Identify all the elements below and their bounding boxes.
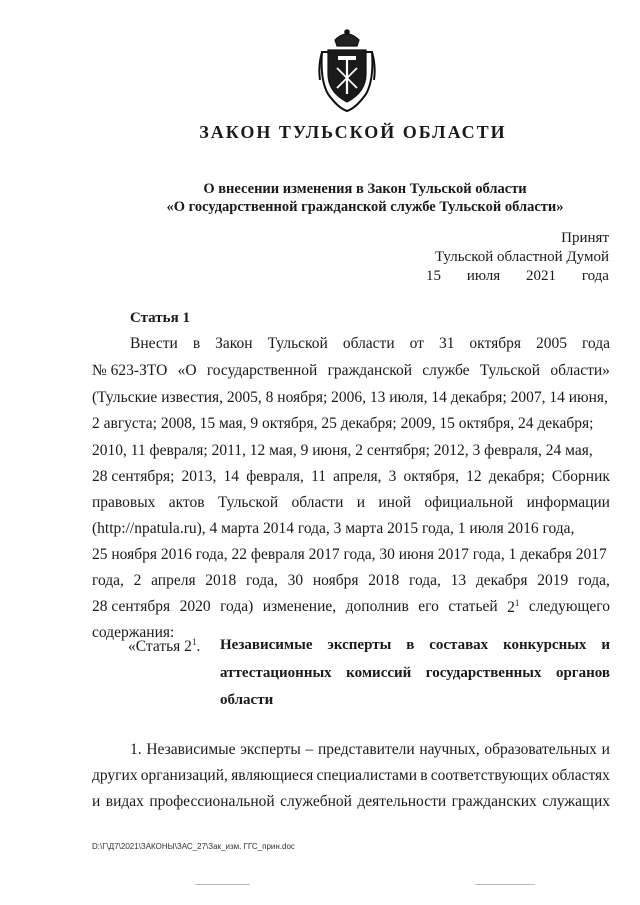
point-line — [92, 793, 610, 811]
word: его — [418, 598, 439, 615]
word: 3 — [388, 468, 397, 485]
word: аттестационных — [220, 665, 332, 681]
word: изменение, — [262, 598, 337, 615]
word: года, — [246, 572, 278, 589]
word: официальной — [424, 494, 514, 511]
article-line — [92, 389, 610, 407]
adopted-year: 2021 — [525, 268, 556, 284]
word: 13 — [450, 572, 467, 589]
word: 2018 — [205, 572, 237, 589]
word: 2 августа; 2008, 15 мая, 9 октября, 25 декабря; 2009, 15 октября, 24 декабря; — [92, 415, 594, 432]
law-title: ЗАКОН ТУЛЬСКОЙ ОБЛАСТИ — [199, 122, 507, 142]
word: образовательных — [484, 741, 597, 758]
word: в — [420, 767, 428, 784]
word: – — [305, 741, 314, 758]
word: Независимые — [220, 637, 313, 653]
tula-coat-of-arms — [318, 26, 376, 112]
word: Закон — [215, 335, 253, 352]
word: видах — [105, 793, 144, 810]
adopted-month: июля — [466, 268, 501, 284]
word: $2^1$ — [507, 598, 520, 617]
word: в — [192, 335, 201, 352]
new-article-sup: 1 — [191, 637, 197, 647]
word: и — [92, 793, 101, 810]
word: Тульской — [479, 362, 541, 379]
word: (http://npatula.ru), 4 марта 2014 года, 3 марта 2015 года, 1 июля 2016 года, — [92, 520, 575, 537]
new-article-label: «Статья $2^1$. — [128, 637, 201, 656]
word: и — [601, 637, 610, 653]
word: органов — [555, 665, 610, 681]
word: 30 — [287, 572, 304, 589]
word: гражданских — [451, 793, 537, 810]
word: 2010, 11 февраля; 2011, 12 мая, 9 июня, 2 сентября; 2012, 3 февраля, 24 мая, — [92, 442, 593, 459]
word: октября — [469, 335, 521, 352]
word: 2 — [133, 572, 142, 589]
word: 14 — [223, 468, 240, 485]
adopted-body: Тульской областной Думой — [434, 249, 609, 265]
file-path-footer: D:\Г\Д7\2021\ЗАКОНЫ\ЗАС_27\Зак_изм. ГГС_прин.doc — [92, 842, 295, 851]
word: апреля — [151, 572, 196, 589]
word: содержания: — [92, 624, 175, 641]
word: других — [92, 767, 138, 784]
word: ноября — [312, 572, 359, 589]
word: года, — [408, 572, 441, 589]
word: гражданской — [327, 362, 413, 379]
word: 12 — [466, 468, 482, 485]
word: представители — [318, 741, 415, 758]
word: являющиеся — [231, 767, 314, 784]
word: Сборник — [551, 468, 610, 485]
word: 31 — [438, 335, 455, 352]
article-line — [92, 598, 610, 617]
word: информации — [526, 494, 610, 511]
word: Тульской — [217, 494, 279, 511]
word: организаций, — [140, 767, 228, 784]
word: эксперты — [327, 637, 392, 653]
article-line — [92, 415, 610, 433]
word: октября, — [403, 468, 459, 485]
word: 1. — [130, 741, 142, 758]
adopted-label: Принят — [561, 230, 609, 246]
article-line — [92, 468, 610, 486]
article-line — [92, 572, 610, 590]
new-article-title-line-1 — [220, 637, 610, 654]
law-subject — [0, 180, 640, 216]
word: от — [409, 335, 424, 352]
word: комиссий — [346, 665, 412, 681]
scan-artifact — [195, 884, 250, 885]
word: научных, — [419, 741, 480, 758]
article-line — [92, 546, 610, 564]
adoption-block — [426, 229, 609, 286]
point-line — [130, 741, 610, 759]
word: государственной — [206, 362, 318, 379]
adopted-year-word: года — [581, 268, 609, 284]
word: 11 — [311, 468, 327, 485]
word: 2019 — [537, 572, 569, 589]
word: 2018 — [368, 572, 400, 589]
word: профессиональной — [149, 793, 275, 810]
word: государственных — [425, 665, 542, 681]
article-line — [130, 335, 610, 353]
article-line — [92, 520, 610, 538]
word: № 623-ЗТО — [92, 362, 168, 379]
article-line — [92, 494, 610, 512]
word: (Тульские известия, 2005, 8 ноября; 2006, 13 июля, 14 декабря; 2007, 14 июня, — [92, 389, 608, 406]
article-line — [92, 362, 610, 380]
word: статьей — [448, 598, 498, 615]
word: года, — [577, 572, 610, 589]
word: декабря — [475, 572, 528, 589]
word: соответствующих — [430, 767, 549, 784]
word: 2020 — [179, 598, 211, 615]
word: правовых — [92, 494, 156, 511]
word: области — [291, 494, 344, 511]
subject-line-2: «О государственной гражданской службе Тульской области» — [166, 199, 564, 215]
word: служебной — [280, 793, 352, 810]
word: областях — [551, 767, 610, 784]
word: декабря; — [488, 468, 545, 485]
word: следующего — [528, 598, 610, 615]
adopted-day: 15 — [426, 268, 441, 284]
word: года — [581, 335, 610, 352]
word: дополнив — [345, 598, 409, 615]
word: области» — [550, 362, 610, 379]
word: февраля, — [246, 468, 304, 485]
word: и — [356, 494, 366, 511]
word: 2005 — [535, 335, 567, 352]
new-article-title-line-3: области — [220, 692, 274, 708]
word: составах — [429, 637, 489, 653]
new-article-prefix: «Статья 2 — [128, 638, 192, 656]
word: Внести — [130, 335, 178, 352]
superscript: 1 — [514, 598, 520, 608]
word: эксперты — [240, 741, 301, 758]
subject-line-1: О внесении изменения в Закон Тульской области — [203, 181, 527, 197]
word: апреля, — [333, 468, 382, 485]
word: служащих — [542, 793, 610, 810]
word: деятельности — [357, 793, 447, 810]
adopted-date — [426, 267, 609, 286]
word: 2013, — [181, 468, 217, 485]
point-line — [92, 767, 610, 785]
word: года, — [92, 572, 124, 589]
word: области — [342, 335, 395, 352]
word: Независимые — [146, 741, 236, 758]
article-heading: Статья 1 — [130, 310, 190, 326]
word: иной — [378, 494, 412, 511]
word: 28 сентября — [92, 598, 171, 615]
word: в — [406, 637, 415, 653]
word: «О — [177, 362, 197, 379]
word: Тульской — [267, 335, 328, 352]
word: и — [601, 741, 610, 758]
word: актов — [168, 494, 205, 511]
word: 28 сентября; — [92, 468, 175, 485]
scan-artifact — [475, 884, 535, 885]
word: года) — [220, 598, 254, 615]
article-line — [92, 442, 610, 460]
word: конкурсных — [503, 637, 587, 653]
new-article-title-line-2 — [220, 665, 610, 682]
word: 25 ноября 2016 года, 22 февраля 2017 года, 30 июня 2017 года, 1 декабря 2017 — [92, 546, 607, 563]
word: службе — [422, 362, 470, 379]
word: специалистами — [316, 767, 418, 784]
